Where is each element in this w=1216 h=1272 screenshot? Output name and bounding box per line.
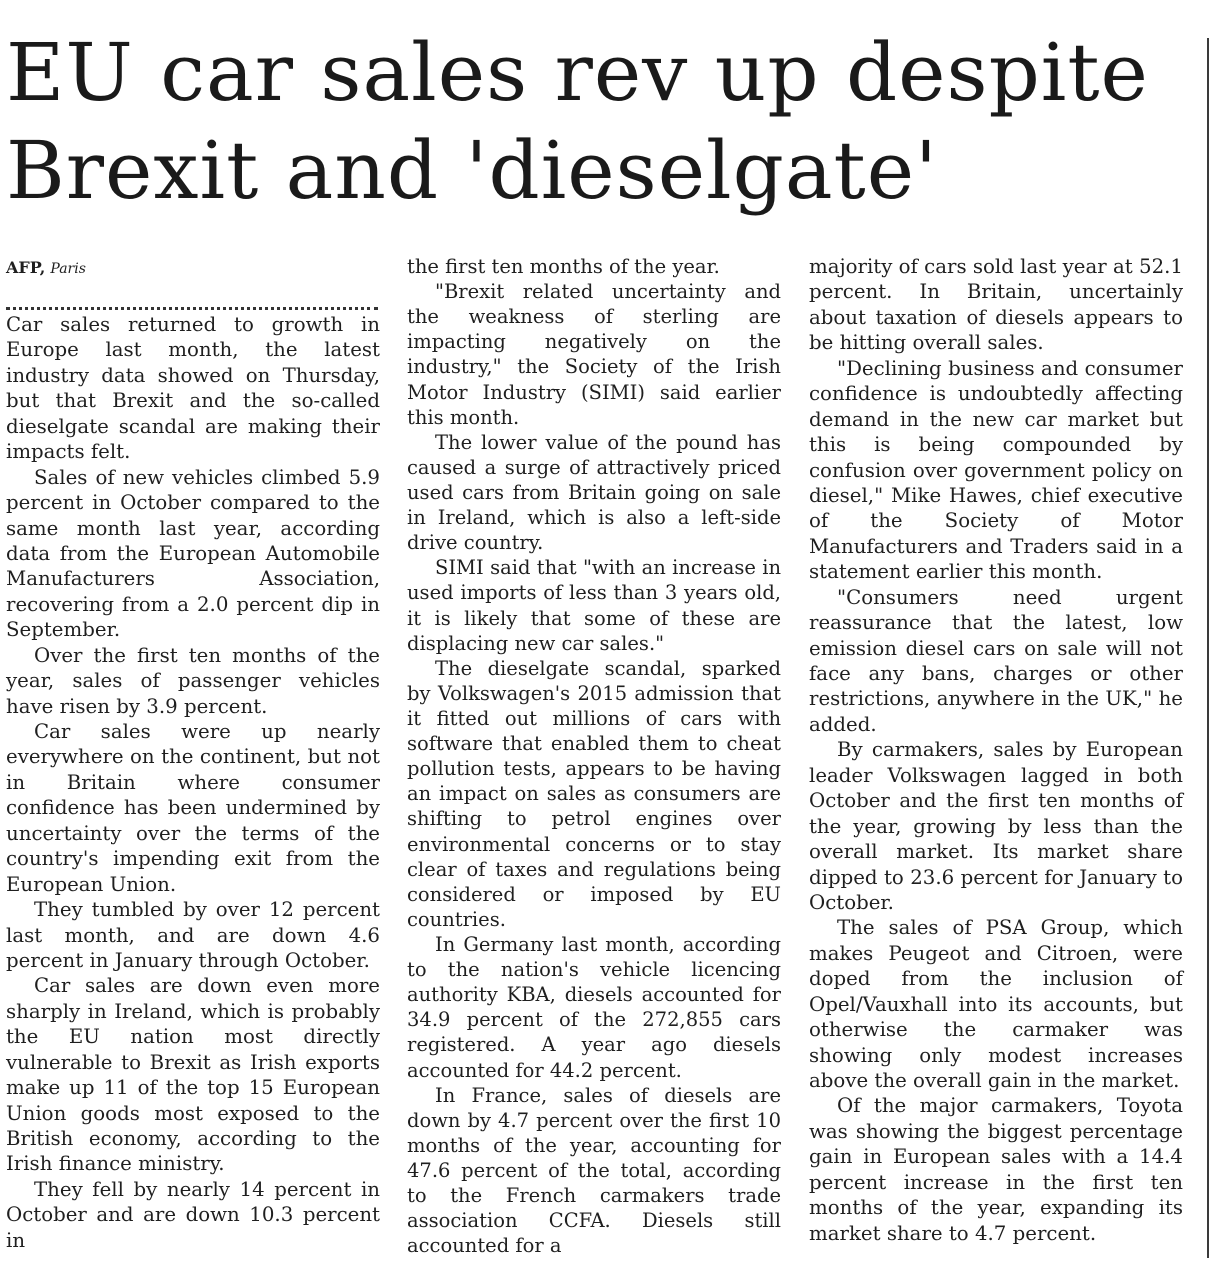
paragraph: They tumbled by over 12 percent last month, and are down 4.6 percent in January through October. — [6, 898, 380, 972]
paragraph: SIMI said that "with an increase in used imports of less than 3 years old, it is likely that some of these are displacing new car sales." — [407, 556, 781, 655]
paragraph: In France, sales of diesels are down by 4.7 percent over the first 10 months of the year, accounting for 47.6 percent of the total, according to the French carmakers trade association CCFA. Diesels still accounted for a — [407, 1083, 781, 1258]
paragraph: "Brexit related uncertainty and the weakness of sterling are impacting negatively on the industry," the Society of the Irish Motor Industry (SIMI) said earlier this month. — [407, 280, 781, 429]
paragraph: "Declining business and consumer confidence is undoubtedly affecting demand in the new car market but this is being compounded by confusion over government policy on diesel," Mike Hawes, chief executive of the Society of Motor Manufacturers and Traders said in a statement earlier this month. — [809, 356, 1183, 584]
article-column-3 — [809, 254, 1183, 1246]
paragraph: The sales of PSA Group, which makes Peugeot and Citroen, were doped from the inclusion of Opel/Vauxhall into its accounts, but otherwise the carmaker was showing only modest increases above the overall gain in the market. — [809, 916, 1183, 1092]
paragraph: majority of cars sold last year at 52.1 percent. In Britain, uncertainly about taxation of diesels appears to be hitting overall sales. — [809, 255, 1183, 355]
article-column-1 — [6, 254, 380, 1253]
paragraph: They fell by nearly 14 percent in October and are down 10.3 percent in — [6, 1177, 380, 1252]
headline: EU car sales rev up despite Brexit and 'dieselgate' — [6, 26, 1149, 217]
paragraph: Car sales were up nearly everywhere on the continent, but not in Britain where consumer confidence has been undermined by uncertainty over the terms of the country's impending exit from the European Union. — [6, 720, 380, 896]
paragraph: Sales of new vehicles climbed 5.9 percent in October compared to the same month last year, according data from the European Automobile Manufacturers Association, recovering from a 2.0 percent dip in September. — [6, 465, 380, 642]
byline-agency: AFP, — [6, 258, 46, 277]
paragraph: "Consumers need urgent reassurance that the latest, low emission diesel cars on sale will not face any bans, charges or other restrictions, anywhere in the UK," he added. — [809, 585, 1183, 736]
paragraph: The dieselgate scandal, sparked by Volkswagen's 2015 admission that it fitted out millions of cars with software that enabled them to cheat pollution tests, appears to be having an impact on sales as consumers are shifting to petrol engines over environmental concerns or to stay clear of taxes and regulations being considered or imposed by EU countries. — [407, 656, 781, 931]
byline-city: Paris — [50, 261, 86, 277]
paragraph: Over the first ten months of the year, sales of passenger vehicles have risen by 3.9 percent. — [6, 643, 380, 718]
paragraph: Car sales returned to growth in Europe last month, the latest industry data showed on Thursday, but that Brexit and the so-called dieselgate scandal are making their impacts felt. — [6, 313, 380, 464]
paragraph: In Germany last month, according to the nation's vehicle licencing authority KBA, diesels accounted for 34.9 percent of the 272,855 cars registered. A year ago diesels accounted for 44.2 percent. — [407, 932, 781, 1082]
dotted-separator — [6, 281, 378, 310]
paragraph: Of the major carmakers, Toyota was showing the biggest percentage gain in European sales with a 14.4 percent increase in the first ten months of the year, expanding its market share to 4.7 percent. — [809, 1094, 1183, 1245]
paragraph: By carmakers, sales by European leader Volkswagen lagged in both October and the first ten months of the year, growing by less than the overall market. Its market share dipped to 23.6 percent for January to October. — [809, 738, 1183, 914]
article-column-2 — [407, 254, 781, 1258]
byline — [6, 254, 380, 281]
paragraph: The lower value of the pound has caused a surge of attractively priced used cars from Britain going on sale in Ireland, which is also a left-side drive country. — [407, 430, 781, 555]
column-divider-rule — [1207, 38, 1209, 1258]
paragraph: the first ten months of the year. — [407, 255, 720, 278]
paragraph: Car sales are down even more sharply in Ireland, which is probably the EU nation most directly vulnerable to Brexit as Irish exports make up 11 of the top 15 European Union goods most exposed to the British economy, according to the Irish finance ministry. — [6, 974, 380, 1176]
